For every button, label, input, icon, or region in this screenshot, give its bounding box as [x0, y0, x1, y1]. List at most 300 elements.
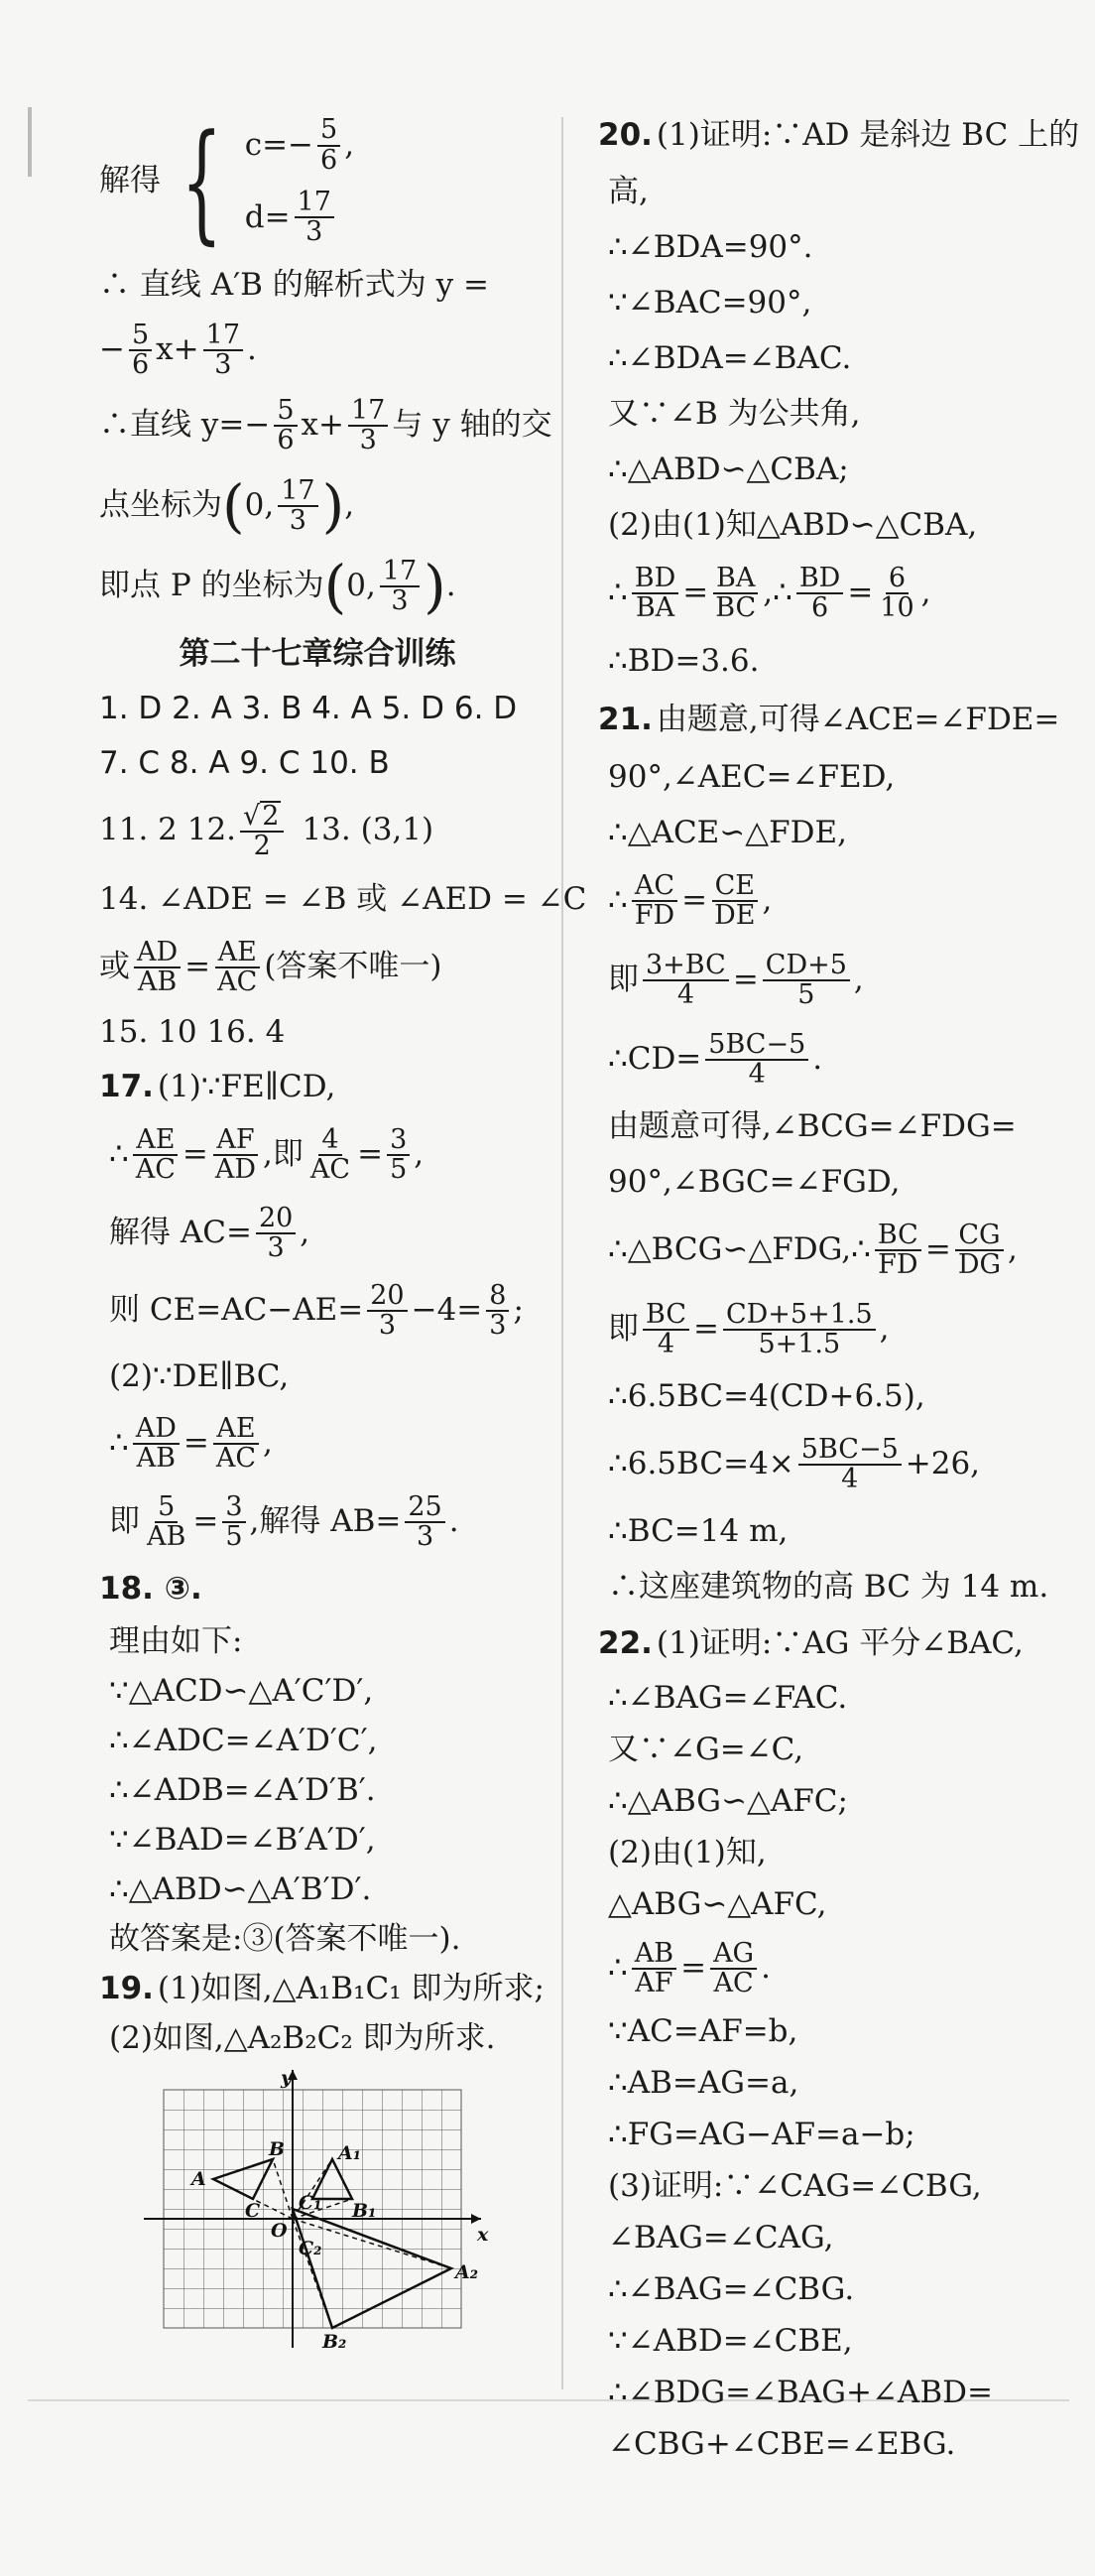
math-text: ∴	[608, 575, 628, 611]
q20-line	[598, 554, 1074, 633]
math-text: =	[182, 1425, 209, 1462]
math-text: ∴△ACE∽△FDE,	[608, 815, 847, 851]
q22-line	[598, 2058, 1074, 2110]
fraction	[955, 1219, 1004, 1280]
q22-line	[598, 2264, 1074, 2316]
math-text: ∴∠ADB=∠A′D′B′.	[109, 1772, 376, 1809]
math-text: 0,	[244, 487, 275, 524]
q22-line	[598, 2110, 1074, 2161]
math-text: 11. 2 12.	[99, 812, 237, 848]
right-column	[598, 107, 1080, 2471]
math-text: 0,	[346, 568, 376, 604]
math-text: 20	[256, 1205, 296, 1234]
q22-line	[598, 2213, 1074, 2264]
sys-c: c=−	[244, 127, 314, 164]
q18-line	[99, 1866, 536, 1915]
math-text: ∴	[109, 1425, 129, 1462]
math-text: (2)由(1)知△ABD∽△CBA,	[608, 507, 978, 544]
math-text: ∴△BCG∽△FDG,∴	[608, 1231, 871, 1268]
math-text: 4	[657, 1329, 675, 1359]
q17-line	[99, 1115, 536, 1195]
math-text: (1)∵FE∥CD,	[157, 1069, 336, 1105]
x-axis-arrow	[471, 2214, 481, 2224]
math-text: BD	[632, 565, 679, 594]
math-text: ,	[762, 882, 773, 919]
math-text: 高,	[608, 174, 649, 210]
math-text: 解得 AC=	[109, 1215, 252, 1251]
math-text: (答案不唯一)	[264, 949, 442, 985]
q21-line	[598, 1099, 1074, 1155]
q21-line	[598, 691, 1074, 750]
math-text: AC	[713, 1968, 754, 1998]
math-text: −4=	[411, 1292, 483, 1329]
math-text: =	[680, 1950, 707, 1987]
solve-system-line	[99, 107, 536, 256]
q21-line	[598, 1369, 1074, 1425]
math-text: ∴直线 y=−	[99, 407, 271, 444]
math-text: 17	[203, 322, 243, 351]
math-text: .	[812, 1041, 823, 1078]
q22-line	[598, 2006, 1074, 2058]
math-text: 6	[320, 144, 338, 176]
math-text: 即	[608, 1311, 639, 1348]
math-text: x+	[301, 407, 344, 444]
math-text: CD+5	[763, 952, 850, 981]
q20-line	[598, 387, 1074, 443]
math-text: 3	[305, 216, 323, 248]
math-text: 13. (3,1)	[302, 812, 434, 848]
fraction	[387, 1123, 410, 1185]
q19-line	[99, 2014, 536, 2064]
fraction	[796, 562, 844, 623]
q18-line	[99, 1766, 536, 1816]
math-text: (1)如图,△A₁B₁C₁ 即为所求;	[157, 1971, 545, 2007]
text-line	[99, 385, 552, 466]
math-text: 90°,∠BGC=∠FGD,	[608, 1164, 901, 1201]
fraction	[711, 869, 758, 931]
answer-row	[99, 930, 536, 1005]
equation-system	[161, 106, 355, 257]
x-axis-label: x	[477, 2224, 489, 2246]
fraction	[380, 555, 420, 616]
math-text: ∵AC=AF=b,	[608, 2013, 798, 2050]
fraction	[712, 562, 759, 623]
math-text: BC	[715, 592, 757, 623]
math-text: ;	[513, 1292, 524, 1329]
math-text: 10	[880, 592, 914, 623]
math-text: AE	[133, 1126, 178, 1156]
q21-line	[598, 806, 1074, 861]
fraction	[367, 1279, 407, 1341]
math-text: 4	[841, 1464, 859, 1494]
math-text: ∴CD=	[608, 1041, 702, 1078]
math-text: 3	[267, 1232, 285, 1263]
q20-line	[598, 498, 1074, 554]
q21-line	[598, 941, 1074, 1020]
math-text: (3)证明:∵∠CAG=∠CBG,	[608, 2168, 982, 2205]
q21-line	[598, 1504, 1074, 1560]
math-text: 与 y 轴的交	[392, 407, 552, 444]
answer-row	[99, 1005, 536, 1060]
math-text: x+	[156, 331, 199, 368]
math-text: AD	[133, 1415, 180, 1445]
q22-line	[598, 1615, 1074, 1673]
point-a1-label: A₁	[338, 2142, 362, 2164]
q21-line	[598, 1155, 1074, 1211]
math-text: ∴∠ADC=∠A′D′C′,	[109, 1723, 378, 1759]
q20-line	[598, 276, 1074, 331]
q18-line	[99, 1717, 536, 1766]
math-text: ∴∠BAG=∠CBG.	[608, 2271, 855, 2308]
chapter-title	[99, 627, 536, 682]
math-text: DG	[957, 1249, 1002, 1280]
sys-c-tail: ,	[344, 127, 355, 164]
q17-line	[99, 1060, 536, 1115]
math-text: 1. D 2. A 3. B 4. A 5. D 6. D	[99, 690, 518, 726]
math-text: AG	[710, 1940, 757, 1970]
math-text: CE	[712, 872, 758, 902]
math-text: (1)证明:∵AG 平分∠BAC,	[656, 1625, 1024, 1662]
math-text: 理由如下:	[109, 1623, 243, 1660]
math-text: ∴∠BDA=∠BAC.	[608, 340, 852, 377]
q20-line	[598, 443, 1074, 498]
point-c1-label: C₁	[299, 2192, 322, 2214]
math-text: ∴ 直线 A′B 的解析式为 y =	[99, 267, 489, 304]
fraction	[129, 319, 152, 380]
math-text: ,	[300, 1215, 310, 1251]
math-text: 8	[486, 1282, 509, 1312]
math-text: 由题意可得,∠BCG=∠FDG=	[608, 1108, 1017, 1145]
math-text: BD	[796, 565, 844, 594]
point-b2-label: B₂	[322, 2331, 347, 2348]
q22-line	[598, 1931, 1074, 2006]
fraction	[212, 1123, 259, 1185]
math-text: AD	[214, 1154, 257, 1185]
math-text: ∵∠ABD=∠CBE,	[608, 2323, 853, 2360]
q22-line	[598, 1673, 1074, 1725]
fraction	[295, 189, 334, 247]
math-text: 又∵∠B 为公共角,	[608, 396, 861, 433]
fraction	[133, 1123, 179, 1185]
math-text: ,	[263, 1425, 273, 1462]
math-text: 3	[222, 1493, 245, 1523]
math-text: △ABG∽△AFC,	[608, 1886, 827, 1923]
q22-line	[598, 2419, 1074, 2471]
math-text: ,	[920, 575, 931, 611]
q20-line	[598, 633, 1074, 691]
point-a2-label: A₂	[455, 2261, 479, 2283]
math-text: ,	[879, 1311, 890, 1348]
math-text: 3	[387, 1126, 410, 1156]
math-text: ,解得 AB=	[249, 1503, 402, 1540]
math-text: 3+BC	[643, 952, 729, 981]
math-text: 4	[676, 979, 694, 1010]
math-text: −	[99, 331, 125, 368]
math-text: 6	[277, 425, 295, 455]
text-line	[99, 256, 536, 316]
math-text: 17	[348, 397, 388, 427]
fraction	[405, 1490, 444, 1552]
math-text: +26,	[905, 1446, 981, 1482]
text-line	[99, 316, 536, 385]
fraction	[643, 1298, 689, 1359]
column-divider	[561, 117, 563, 2389]
math-text: 5	[225, 1521, 243, 1552]
fraction	[317, 116, 340, 175]
math-text: .	[445, 568, 456, 604]
text-line: 点坐标为 ( 0, $\frac{17}{3}$ ) ,	[99, 472, 355, 540]
math-text: 第二十七章综合训练	[179, 635, 456, 672]
math-text: =	[693, 1311, 719, 1348]
point-a-label: A	[191, 2168, 206, 2190]
math-text: CG	[955, 1222, 1003, 1251]
math-text: (2)由(1)知,	[608, 1835, 767, 1871]
math-text: AC	[217, 966, 258, 997]
q22-line	[598, 1776, 1074, 1828]
math-text: 3	[391, 585, 409, 616]
math-text: AC	[215, 1443, 257, 1474]
fraction	[307, 1123, 353, 1185]
text-line: 即点 P 的坐标为 ( 0, $\frac{17}{3}$ ) .	[99, 553, 456, 620]
answer-row	[99, 791, 536, 870]
math-text: AC	[632, 872, 677, 902]
fraction	[632, 869, 677, 931]
q22-line	[598, 2161, 1074, 2213]
math-text: 6	[131, 349, 150, 380]
q18-line	[99, 1915, 536, 1965]
q21-line	[598, 1425, 1074, 1504]
math-text: ,∴	[763, 575, 792, 611]
math-text: AB	[632, 1940, 676, 1970]
math-text: 5BC−5	[705, 1031, 808, 1061]
fraction	[133, 1412, 180, 1474]
q17-line	[99, 1350, 536, 1405]
math-text: ∴BC=14 m,	[608, 1513, 789, 1550]
left-edge-mark	[28, 107, 32, 177]
point-b1-label: B₁	[352, 2200, 377, 2222]
fraction	[222, 1490, 245, 1552]
coordinate-graph	[144, 2070, 501, 2348]
fraction	[134, 936, 181, 997]
fraction	[632, 562, 679, 623]
fraction	[278, 474, 317, 536]
math-text: ∴△ABG∽△AFC;	[608, 1783, 848, 1820]
math-text: ∴6.5BC=4(CD+6.5),	[608, 1378, 925, 1415]
point-c-label: C	[245, 2200, 261, 2222]
math-text: =	[182, 1136, 208, 1173]
q19-line	[99, 1965, 545, 2014]
q21-line	[598, 861, 1074, 941]
q17-line	[99, 1272, 536, 1350]
math-text: ∵∠BAD=∠B′A′D′,	[109, 1822, 376, 1859]
math-text: 3	[378, 1310, 397, 1341]
q21-line	[598, 1290, 1074, 1369]
q18-line	[99, 1667, 536, 1717]
origin-label: O	[271, 2220, 288, 2242]
math-text: ,	[344, 487, 355, 524]
q20-line	[598, 220, 1074, 276]
math-text: 6	[810, 592, 829, 623]
math-text: 或	[99, 949, 130, 985]
math-text: .	[247, 331, 257, 368]
math-text: AB	[147, 1521, 186, 1552]
math-text: BA	[635, 592, 675, 623]
math-text: =	[681, 882, 708, 919]
math-text: 19.	[99, 1971, 154, 2007]
math-text: ∴BD=3.6.	[608, 643, 760, 680]
math-text: ∴	[608, 882, 628, 919]
math-text: 故答案是:③(答案不唯一).	[109, 1921, 461, 1958]
fraction	[274, 394, 297, 455]
math-text: 90°,∠AEC=∠FED,	[608, 759, 896, 796]
math-text: 22.	[598, 1625, 653, 1662]
math-text: 7. C 8. A 9. C 10. B	[99, 744, 390, 781]
math-text: =	[192, 1503, 219, 1540]
q22-line	[598, 1725, 1074, 1776]
math-text: ∴△ABD∽△A′B′D′.	[109, 1871, 372, 1908]
math-text: 3	[359, 425, 377, 455]
math-text: 3	[416, 1521, 434, 1552]
math-text: 5	[797, 979, 815, 1010]
math-text: 即	[109, 1503, 140, 1540]
answer-row	[99, 736, 536, 791]
math-text: (1)证明:∵AD 是斜边 BC 上的	[656, 117, 1080, 154]
math-text: ,	[414, 1136, 425, 1173]
math-text: 20	[367, 1282, 407, 1312]
math-text: ∠BAG=∠CAG,	[608, 2220, 834, 2256]
math-text: 5	[390, 1154, 408, 1185]
fraction	[214, 936, 260, 997]
math-text: 3	[489, 1310, 507, 1341]
q22-line	[598, 2368, 1074, 2419]
math-text: 15. 10 16. 4	[99, 1013, 286, 1050]
math-text: 2	[253, 831, 271, 861]
math-text: 6	[886, 565, 909, 594]
math-text: ∴∠BAG=∠FAC.	[608, 1680, 848, 1717]
math-text: AF	[635, 1968, 673, 1998]
math-text: 17	[380, 558, 420, 587]
q17-line	[99, 1482, 536, 1562]
answer-row	[99, 682, 536, 736]
math-text: AB	[137, 966, 178, 997]
math-text: .	[448, 1503, 459, 1540]
q18-line	[99, 1816, 536, 1866]
math-text: ∴∠BDG=∠BAG+∠ABD=	[608, 2375, 993, 2411]
q20-line	[598, 107, 1080, 165]
math-text: ∴	[608, 1950, 628, 1987]
math-text: ∴这座建筑物的高 BC 为 14 m.	[608, 1569, 1049, 1606]
solve-label: 解得	[99, 163, 161, 199]
point-b-label: B	[269, 2138, 286, 2160]
math-text: AE	[213, 1415, 258, 1445]
math-text: 4	[318, 1126, 341, 1156]
math-text: ,	[853, 962, 864, 998]
math-text: 21.	[598, 702, 653, 738]
fraction	[877, 562, 916, 623]
left-column	[99, 106, 587, 2356]
answer-row	[99, 870, 587, 930]
fraction	[203, 319, 243, 380]
math-text: BC	[643, 1301, 689, 1331]
math-text: 点坐标为	[99, 487, 222, 524]
math-text: ,即	[263, 1136, 304, 1173]
q22-line	[598, 1879, 1074, 1931]
math-text: 由题意,可得∠ACE=∠FDE=	[656, 702, 1060, 738]
math-text: 4	[748, 1059, 766, 1090]
sys-d: d=	[244, 198, 291, 235]
math-text: 3	[214, 349, 232, 380]
q18-line	[99, 1617, 536, 1667]
fraction	[144, 1490, 188, 1552]
math-text: AE	[215, 939, 260, 968]
math-text: ∴6.5BC=4×	[608, 1446, 794, 1482]
q21-line	[598, 1211, 1074, 1290]
math-text: 2	[262, 800, 280, 832]
math-text: 17.	[99, 1069, 154, 1105]
math-text: ∵∠BAC=90°,	[608, 285, 812, 322]
math-text: ∵△ACD∽△A′C′D′,	[109, 1673, 374, 1710]
math-text: .	[761, 1950, 771, 1987]
math-text: 18. ③.	[99, 1571, 202, 1608]
fraction	[875, 1219, 921, 1280]
math-text: =	[732, 962, 759, 998]
fraction	[348, 394, 388, 455]
math-text: 3	[289, 505, 306, 536]
math-text: 17	[295, 189, 334, 218]
q22-line	[598, 2316, 1074, 2368]
math-text: (2)∵DE∥BC,	[109, 1358, 290, 1395]
math-text: =	[847, 575, 874, 611]
fraction	[705, 1028, 808, 1090]
math-text: ∴	[109, 1136, 129, 1173]
math-text: ,	[1008, 1231, 1018, 1268]
math-text: ∴∠BDA=90°.	[608, 229, 813, 266]
math-text: 5	[155, 1493, 178, 1523]
math-text: (2)如图,△A₂B₂C₂ 即为所求.	[109, 2020, 496, 2057]
math-text: BC	[875, 1222, 921, 1251]
math-text: CD+5+1.5	[723, 1301, 876, 1331]
math-text: ∴△ABD∽△CBA;	[608, 451, 849, 488]
math-text: 又∵∠G=∠C,	[608, 1732, 804, 1768]
q22-line	[598, 1828, 1074, 1879]
fraction	[723, 1298, 876, 1359]
math-text: FD	[878, 1249, 918, 1280]
q17-line	[99, 1195, 536, 1272]
math-text: 即点 P 的坐标为	[99, 568, 324, 604]
math-text: 20.	[598, 117, 653, 154]
fraction	[798, 1433, 902, 1494]
y-axis-label: y	[281, 2070, 293, 2089]
q17-line	[99, 1405, 536, 1482]
fraction	[632, 1937, 676, 1998]
math-text: 14. ∠ADE = ∠B 或 ∠AED = ∠C	[99, 881, 587, 918]
math-text: 5	[274, 397, 297, 427]
math-text: ∠CBG+∠CBE=∠EBG.	[608, 2426, 956, 2463]
math-text: 17	[278, 477, 317, 507]
q21-line	[598, 1020, 1074, 1099]
fraction	[643, 949, 729, 1010]
system-brace: {	[181, 106, 223, 257]
math-text: AF	[213, 1126, 257, 1156]
math-text: 5BC−5	[798, 1436, 902, 1466]
fraction: √ 2 2	[240, 801, 284, 861]
fraction	[763, 949, 850, 1010]
math-text: FD	[634, 900, 675, 931]
fraction	[256, 1202, 296, 1263]
fraction	[486, 1279, 509, 1341]
math-text: =	[682, 575, 709, 611]
math-text: DE	[714, 900, 756, 931]
